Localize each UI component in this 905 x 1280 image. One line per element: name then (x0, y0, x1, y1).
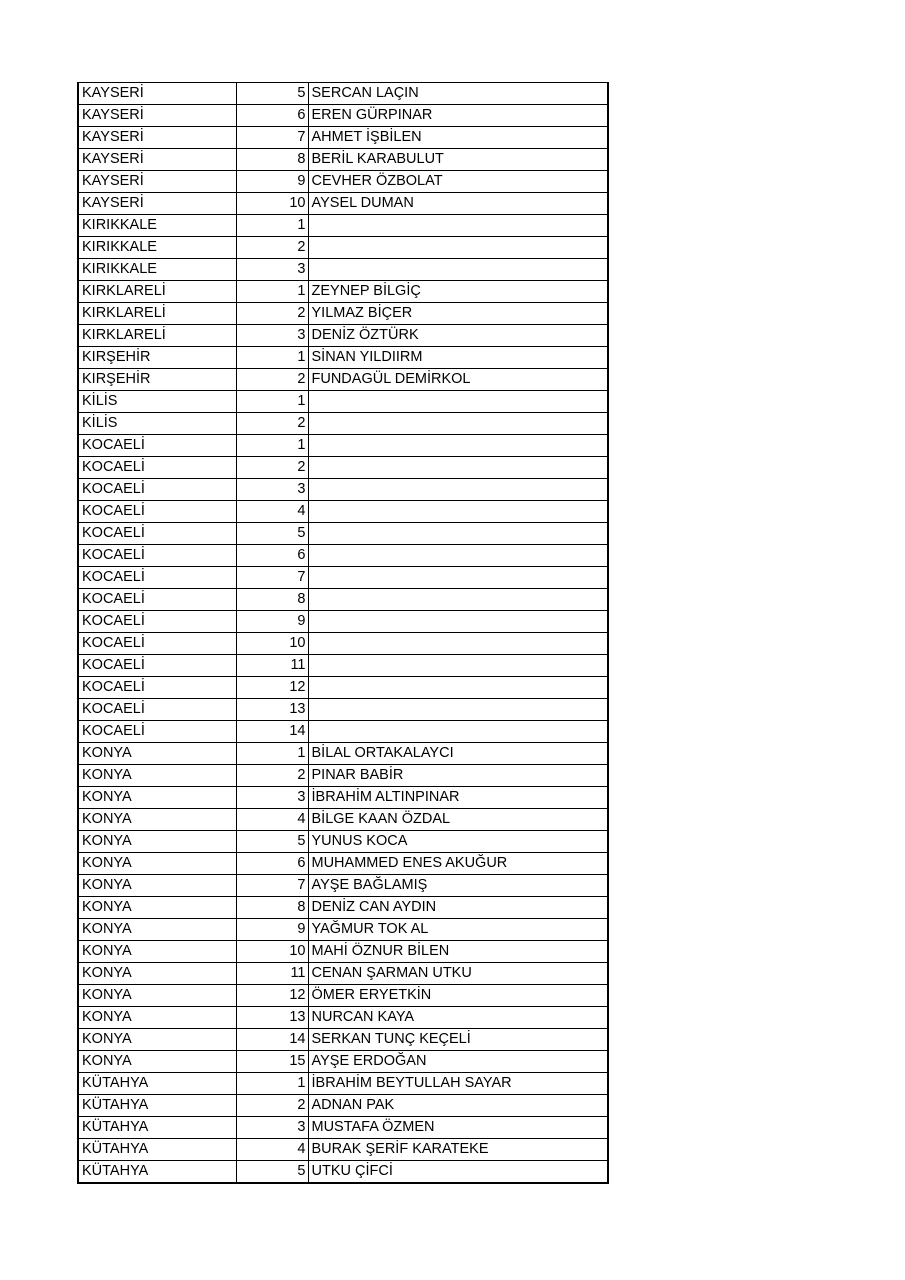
name-cell: AYŞE BAĞLAMIŞ (308, 875, 608, 897)
table-row (78, 325, 608, 347)
table-row (78, 193, 608, 215)
number-cell: 9 (236, 611, 308, 633)
name-cell (308, 677, 608, 699)
number-cell: 7 (236, 875, 308, 897)
name-cell: BİLAL ORTAKALAYCI (308, 743, 608, 765)
name-cell: YILMAZ BİÇER (308, 303, 608, 325)
number-cell: 2 (236, 413, 308, 435)
table-row (78, 963, 608, 985)
number-cell: 15 (236, 1051, 308, 1073)
table-row (78, 875, 608, 897)
province-cell: KOCAELİ (78, 479, 236, 501)
number-cell: 1 (236, 435, 308, 457)
table-row (78, 1117, 608, 1139)
name-cell (308, 633, 608, 655)
table-row (78, 237, 608, 259)
province-cell: KIRIKKALE (78, 259, 236, 281)
province-cell: KIRKLARELİ (78, 281, 236, 303)
province-cell: KOCAELİ (78, 501, 236, 523)
number-cell: 8 (236, 897, 308, 919)
table-row (78, 545, 608, 567)
number-cell: 8 (236, 589, 308, 611)
number-cell: 12 (236, 985, 308, 1007)
table-row (78, 259, 608, 281)
name-cell: SİNAN YILDIIRM (308, 347, 608, 369)
province-cell: KOCAELİ (78, 435, 236, 457)
table-row (78, 1051, 608, 1073)
number-cell: 9 (236, 919, 308, 941)
number-cell: 3 (236, 787, 308, 809)
table-row (78, 1095, 608, 1117)
number-cell: 12 (236, 677, 308, 699)
name-cell (308, 435, 608, 457)
province-cell: KONYA (78, 831, 236, 853)
table-row (78, 941, 608, 963)
name-cell (308, 413, 608, 435)
name-cell (308, 699, 608, 721)
name-cell: MAHİ ÖZNUR BİLEN (308, 941, 608, 963)
name-cell: DENİZ ÖZTÜRK (308, 325, 608, 347)
number-cell: 4 (236, 1139, 308, 1161)
province-cell: KÜTAHYA (78, 1139, 236, 1161)
province-cell: KAYSERİ (78, 149, 236, 171)
province-cell: KAYSERİ (78, 105, 236, 127)
name-cell (308, 457, 608, 479)
number-cell: 2 (236, 369, 308, 391)
table-body (78, 83, 608, 1184)
province-cell: KÜTAHYA (78, 1073, 236, 1095)
spreadsheet-table (77, 82, 609, 1184)
number-cell: 1 (236, 391, 308, 413)
table-row (78, 611, 608, 633)
province-cell: KONYA (78, 787, 236, 809)
number-cell: 6 (236, 853, 308, 875)
province-cell: KONYA (78, 897, 236, 919)
number-cell: 3 (236, 325, 308, 347)
table-row (78, 853, 608, 875)
table-row (78, 985, 608, 1007)
province-cell: KONYA (78, 853, 236, 875)
number-cell: 10 (236, 633, 308, 655)
number-cell: 1 (236, 347, 308, 369)
table-row (78, 523, 608, 545)
table-row (78, 743, 608, 765)
table-row (78, 567, 608, 589)
table-row (78, 721, 608, 743)
table-row (78, 589, 608, 611)
table-row (78, 347, 608, 369)
name-cell: UTKU ÇİFCİ (308, 1161, 608, 1184)
name-cell (308, 523, 608, 545)
table-row (78, 457, 608, 479)
number-cell: 5 (236, 83, 308, 105)
number-cell: 1 (236, 1073, 308, 1095)
name-cell (308, 611, 608, 633)
name-cell: BERİL KARABULUT (308, 149, 608, 171)
province-cell: KONYA (78, 919, 236, 941)
table-row (78, 369, 608, 391)
province-cell: KÜTAHYA (78, 1117, 236, 1139)
province-cell: KIRIKKALE (78, 237, 236, 259)
number-cell: 2 (236, 237, 308, 259)
province-cell: KİLİS (78, 413, 236, 435)
name-cell: EREN GÜRPINAR (308, 105, 608, 127)
number-cell: 8 (236, 149, 308, 171)
name-cell: ÖMER ERYETKİN (308, 985, 608, 1007)
province-cell: KOCAELİ (78, 611, 236, 633)
province-cell: KİLİS (78, 391, 236, 413)
province-cell: KONYA (78, 875, 236, 897)
name-cell (308, 567, 608, 589)
name-cell: CEVHER ÖZBOLAT (308, 171, 608, 193)
province-cell: KAYSERİ (78, 171, 236, 193)
table-row (78, 919, 608, 941)
number-cell: 2 (236, 1095, 308, 1117)
name-cell: SERCAN LAÇIN (308, 83, 608, 105)
number-cell: 9 (236, 171, 308, 193)
number-cell: 3 (236, 1117, 308, 1139)
name-cell: MUHAMMED ENES AKUĞUR (308, 853, 608, 875)
name-cell (308, 391, 608, 413)
name-cell: NURCAN KAYA (308, 1007, 608, 1029)
province-cell: KOCAELİ (78, 677, 236, 699)
name-cell (308, 589, 608, 611)
table-row (78, 83, 608, 105)
number-cell: 14 (236, 1029, 308, 1051)
table-row (78, 1139, 608, 1161)
number-cell: 4 (236, 501, 308, 523)
province-cell: KONYA (78, 1051, 236, 1073)
name-cell: AYŞE ERDOĞAN (308, 1051, 608, 1073)
number-cell: 1 (236, 743, 308, 765)
name-cell: YAĞMUR TOK AL (308, 919, 608, 941)
province-cell: KAYSERİ (78, 127, 236, 149)
number-cell: 3 (236, 259, 308, 281)
number-cell: 14 (236, 721, 308, 743)
name-cell: DENİZ CAN AYDIN (308, 897, 608, 919)
name-cell: AHMET İŞBİLEN (308, 127, 608, 149)
table-row (78, 127, 608, 149)
name-cell: ZEYNEP BİLGİÇ (308, 281, 608, 303)
province-cell: KONYA (78, 809, 236, 831)
table-row (78, 171, 608, 193)
table-row (78, 1073, 608, 1095)
province-cell: KOCAELİ (78, 523, 236, 545)
province-cell: KIRKLARELİ (78, 325, 236, 347)
table-row (78, 831, 608, 853)
province-cell: KOCAELİ (78, 545, 236, 567)
name-cell: YUNUS KOCA (308, 831, 608, 853)
table-row (78, 303, 608, 325)
number-cell: 5 (236, 831, 308, 853)
province-cell: KONYA (78, 765, 236, 787)
province-cell: KÜTAHYA (78, 1161, 236, 1184)
number-cell: 13 (236, 1007, 308, 1029)
province-cell: KOCAELİ (78, 655, 236, 677)
table-row (78, 391, 608, 413)
table-row (78, 1029, 608, 1051)
number-cell: 5 (236, 523, 308, 545)
table-row (78, 1007, 608, 1029)
name-cell (308, 237, 608, 259)
table-row (78, 501, 608, 523)
table-row (78, 655, 608, 677)
table-row (78, 633, 608, 655)
table-row (78, 699, 608, 721)
number-cell: 7 (236, 567, 308, 589)
table-row (78, 281, 608, 303)
name-cell: BİLGE KAAN ÖZDAL (308, 809, 608, 831)
province-cell: KÜTAHYA (78, 1095, 236, 1117)
name-cell (308, 479, 608, 501)
name-cell (308, 259, 608, 281)
name-cell (308, 655, 608, 677)
name-cell: SERKAN TUNÇ KEÇELİ (308, 1029, 608, 1051)
name-cell: CENAN ŞARMAN UTKU (308, 963, 608, 985)
name-cell: İBRAHİM ALTINPINAR (308, 787, 608, 809)
province-cell: KAYSERİ (78, 193, 236, 215)
province-cell: KOCAELİ (78, 721, 236, 743)
province-cell: KIRŞEHİR (78, 369, 236, 391)
number-cell: 10 (236, 193, 308, 215)
province-cell: KIRKLARELİ (78, 303, 236, 325)
name-cell (308, 215, 608, 237)
table-row (78, 809, 608, 831)
table-row (78, 413, 608, 435)
number-cell: 5 (236, 1161, 308, 1184)
name-cell: PINAR BABİR (308, 765, 608, 787)
name-cell: İBRAHİM BEYTULLAH SAYAR (308, 1073, 608, 1095)
name-cell: BURAK ŞERİF KARATEKE (308, 1139, 608, 1161)
name-cell: AYSEL DUMAN (308, 193, 608, 215)
table-row (78, 215, 608, 237)
table-row (78, 435, 608, 457)
province-cell: KIRŞEHİR (78, 347, 236, 369)
table-row (78, 149, 608, 171)
number-cell: 7 (236, 127, 308, 149)
province-cell: KOCAELİ (78, 589, 236, 611)
name-cell: MUSTAFA ÖZMEN (308, 1117, 608, 1139)
table-row (78, 1161, 608, 1184)
province-cell: KONYA (78, 1007, 236, 1029)
number-cell: 13 (236, 699, 308, 721)
number-cell: 3 (236, 479, 308, 501)
number-cell: 2 (236, 765, 308, 787)
number-cell: 10 (236, 941, 308, 963)
number-cell: 2 (236, 303, 308, 325)
province-cell: KOCAELİ (78, 567, 236, 589)
number-cell: 6 (236, 545, 308, 567)
number-cell: 1 (236, 281, 308, 303)
table-row (78, 677, 608, 699)
number-cell: 1 (236, 215, 308, 237)
table-row (78, 479, 608, 501)
number-cell: 11 (236, 963, 308, 985)
name-cell: FUNDAGÜL DEMİRKOL (308, 369, 608, 391)
province-cell: KAYSERİ (78, 83, 236, 105)
province-cell: KONYA (78, 1029, 236, 1051)
province-cell: KOCAELİ (78, 457, 236, 479)
number-cell: 11 (236, 655, 308, 677)
table-row (78, 787, 608, 809)
name-cell (308, 721, 608, 743)
province-cell: KONYA (78, 941, 236, 963)
name-cell: ADNAN PAK (308, 1095, 608, 1117)
name-cell (308, 545, 608, 567)
table-row (78, 105, 608, 127)
province-cell: KONYA (78, 743, 236, 765)
number-cell: 6 (236, 105, 308, 127)
province-cell: KONYA (78, 963, 236, 985)
province-cell: KOCAELİ (78, 699, 236, 721)
province-cell: KONYA (78, 985, 236, 1007)
table-row (78, 897, 608, 919)
number-cell: 2 (236, 457, 308, 479)
province-cell: KOCAELİ (78, 633, 236, 655)
name-cell (308, 501, 608, 523)
province-cell: KIRIKKALE (78, 215, 236, 237)
number-cell: 4 (236, 809, 308, 831)
table-row (78, 765, 608, 787)
